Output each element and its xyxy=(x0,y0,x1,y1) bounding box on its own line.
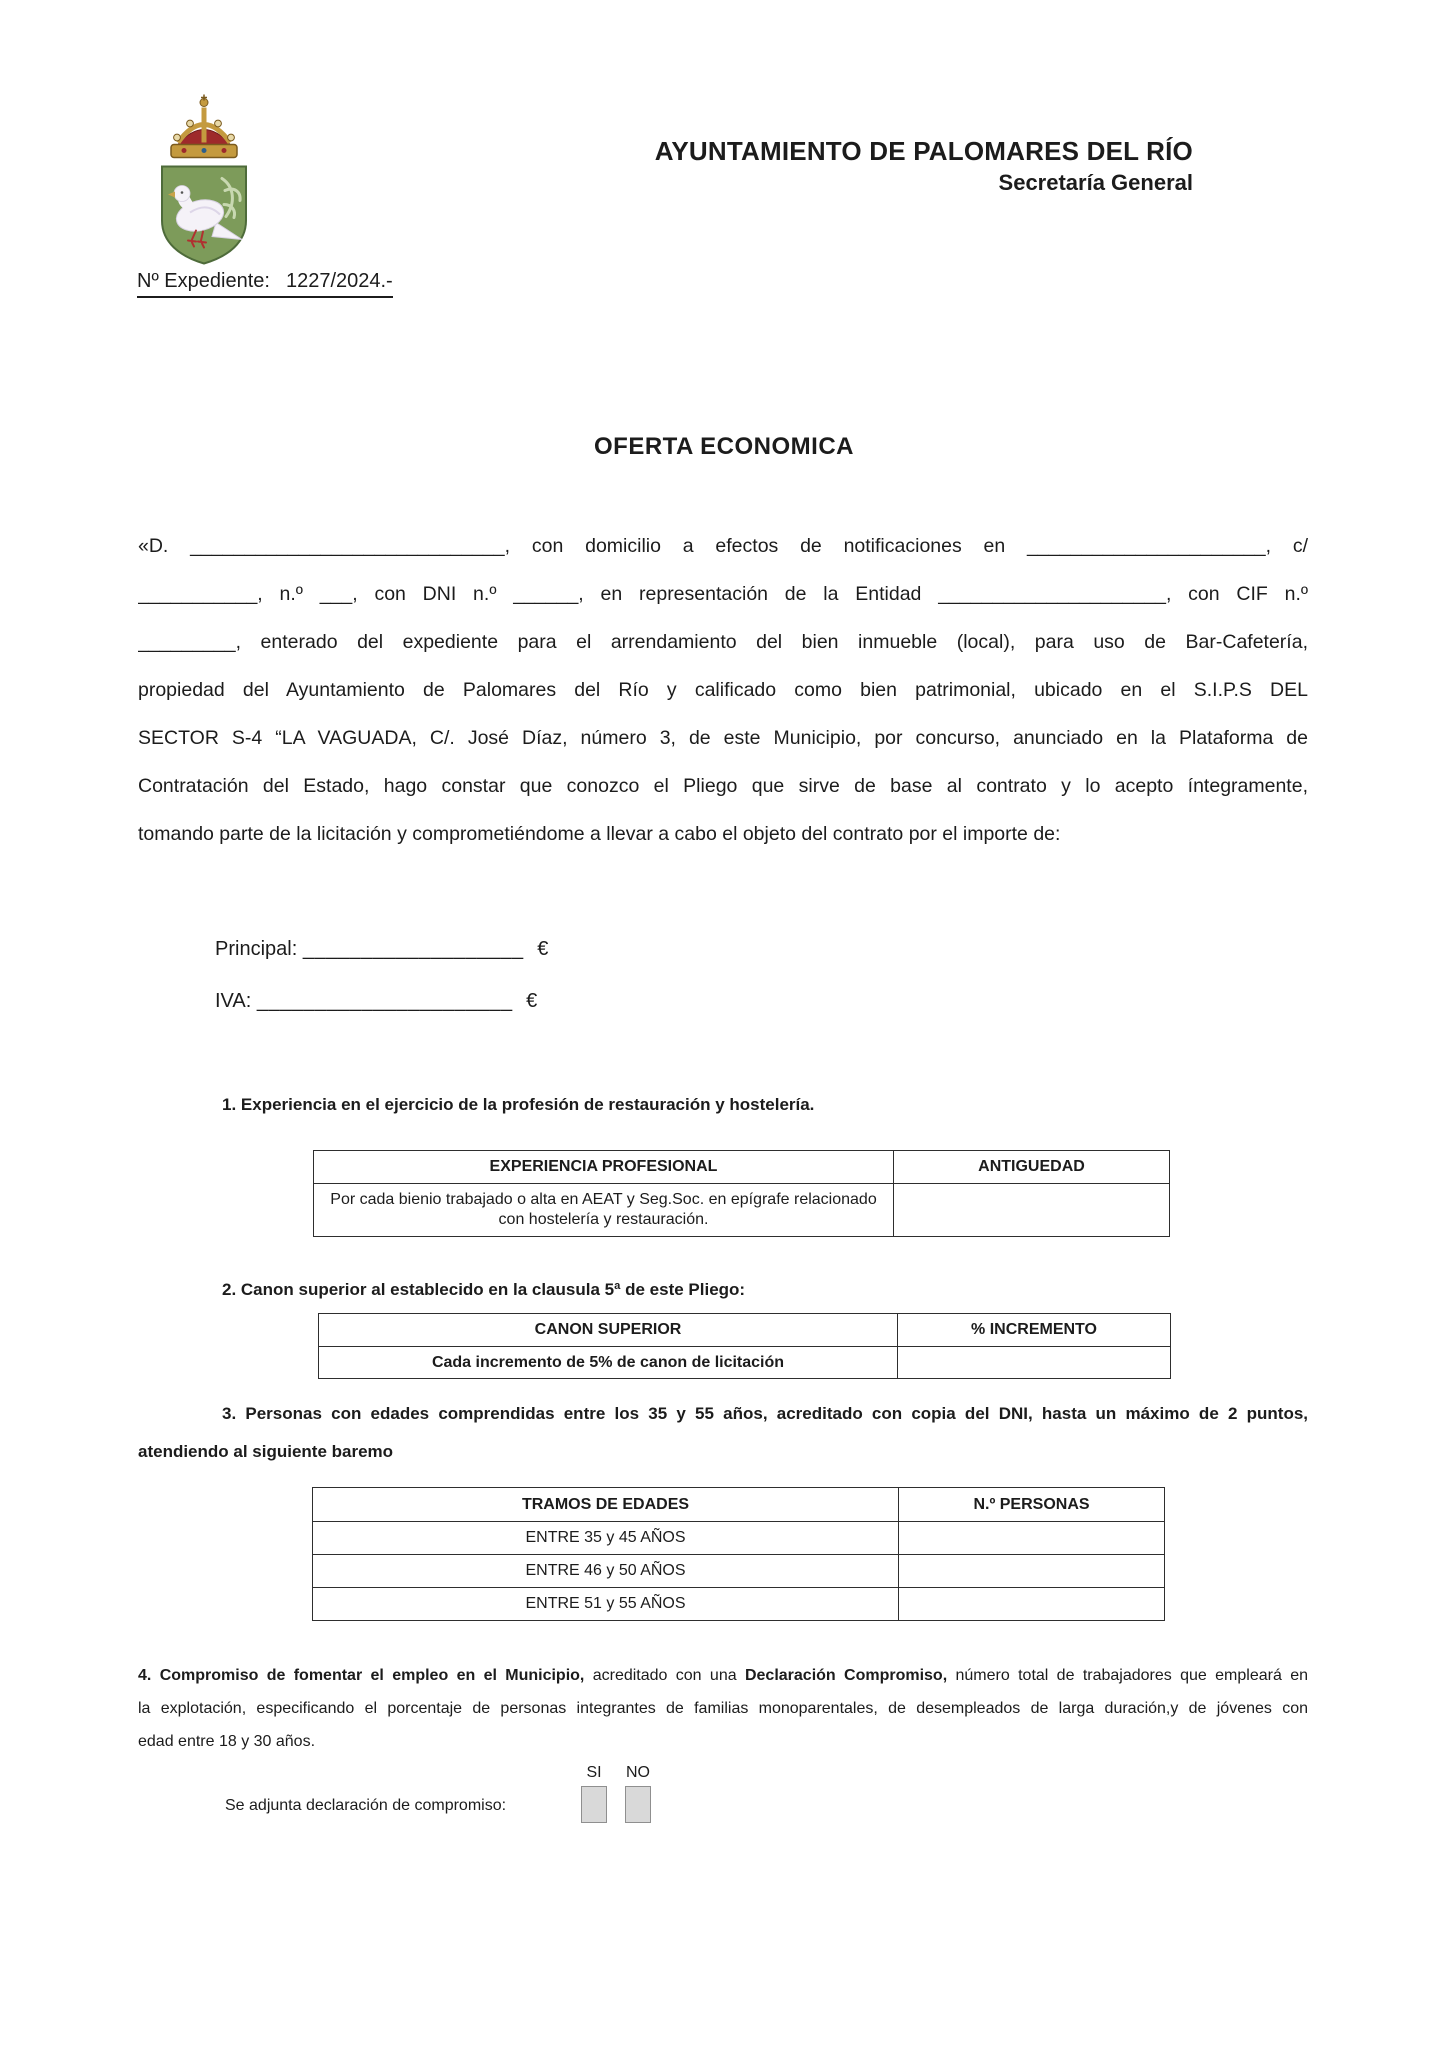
no-label: NO xyxy=(626,1764,650,1781)
intro-line: tomando parte de la licitación y comprometiéndome a llevar a cabo el objeto del contrato por el importe de: xyxy=(138,823,1061,845)
intro-line: «D. _____________________________, con domicilio a efectos de notificaciones en ______________________, c/ xyxy=(138,535,1308,557)
document-title: OFERTA ECONOMICA xyxy=(594,433,854,460)
age-range-cell: ENTRE 46 y 50 AÑOS xyxy=(313,1555,899,1588)
table-row xyxy=(319,1347,1171,1379)
personas-value-cell xyxy=(899,1555,1165,1588)
intro-line: _________, enterado del expediente para el arrendamiento del bien inmueble (local), para uso de Bar-Cafetería, xyxy=(138,631,1308,653)
table-header-row xyxy=(313,1488,1165,1522)
iva-blank-field: ______________________ xyxy=(256,990,513,1012)
intro-line: propiedad del Ayuntamiento de Palomares del Río y calificado como bien patrimonial, ubicado en el S.I.P.S DEL xyxy=(138,679,1308,701)
incremento-col-header: % INCREMENTO xyxy=(898,1314,1171,1347)
table-header-row xyxy=(319,1314,1171,1347)
no-checkbox[interactable] xyxy=(625,1786,651,1823)
experience-table xyxy=(313,1150,1170,1237)
principal-amount-line xyxy=(215,936,548,962)
table-row xyxy=(313,1555,1165,1588)
table-header-row xyxy=(314,1151,1170,1184)
experience-criterion-cell: Por cada bienio trabajado o alta en AEAT y Seg.Soc. en epígrafe relacionado con hostelería y restauración. xyxy=(314,1184,894,1237)
personas-value-cell xyxy=(899,1522,1165,1555)
iva-amount-line xyxy=(215,988,537,1014)
organization-name: AYUNTAMIENTO DE PALOMARES DEL RÍO xyxy=(654,136,1193,166)
table-row xyxy=(313,1522,1165,1555)
expediente-line xyxy=(137,270,393,298)
personas-value-cell xyxy=(899,1588,1165,1621)
euro-sign: € xyxy=(537,938,549,960)
attachment-caption: Se adjunta declaración de compromiso: xyxy=(225,1797,507,1814)
tramos-col-header: TRAMOS DE EDADES xyxy=(313,1488,899,1522)
canon-col-header: CANON SUPERIOR xyxy=(319,1314,898,1347)
incremento-value-cell xyxy=(898,1347,1171,1379)
table-row xyxy=(314,1184,1170,1237)
experience-col-header: EXPERIENCIA PROFESIONAL xyxy=(314,1151,894,1184)
intro-line: ___________, n.º ___, con DNI n.º ______, en representación de la Entidad _____________________, con CIF n.º xyxy=(138,583,1308,605)
organization-subtitle: Secretaría General xyxy=(998,170,1193,195)
expediente-label: Nº Expediente: xyxy=(137,270,270,292)
expediente-value: 1227/2024.- xyxy=(285,270,393,292)
section4-paragraph xyxy=(138,1659,1308,1758)
antiguedad-col-header: ANTIGUEDAD xyxy=(894,1151,1170,1184)
section1-heading: 1. Experiencia en el ejercicio de la profesión de restauración y hostelería. xyxy=(222,1095,815,1114)
principal-label: Principal: xyxy=(215,938,298,960)
table-row xyxy=(313,1588,1165,1621)
section4-line: la explotación, especificando el porcentaje de personas integrantes de familias monoparentales, de desempleados de larga duración,y de jóvenes con xyxy=(138,1700,1308,1717)
age-range-cell: ENTRE 51 y 55 AÑOS xyxy=(313,1588,899,1621)
crown-icon xyxy=(171,95,237,158)
personas-col-header: N.º PERSONAS xyxy=(899,1488,1165,1522)
iva-label: IVA: xyxy=(215,990,252,1012)
si-checkbox[interactable] xyxy=(581,1786,607,1823)
si-label: SI xyxy=(586,1764,602,1781)
municipal-coat-of-arms xyxy=(148,92,260,268)
principal-blank-field: ___________________ xyxy=(302,938,524,960)
intro-line: Contratación del Estado, hago constar que conozco el Pliego que sirve de base al contrato y lo acepto íntegramente, xyxy=(138,775,1308,797)
section4-line: 4. Compromiso de fomentar el empleo en el Municipio, acreditado con una Declaración Compromiso, número total de trabajadores que empleará en xyxy=(138,1667,1308,1684)
intro-paragraph xyxy=(138,522,1308,858)
letterhead xyxy=(493,134,1193,198)
section3-heading-line1: 3. Personas con edades comprendidas entre los 35 y 55 años, acreditado con copia del DNI, hasta un máximo de 2 puntos, xyxy=(222,1404,1308,1423)
section2-heading: 2. Canon superior al establecido en la clausula 5ª de este Pliego: xyxy=(222,1280,746,1299)
euro-sign: € xyxy=(526,990,538,1012)
age-ranges-table xyxy=(312,1487,1165,1621)
canon-table xyxy=(318,1313,1171,1379)
age-range-cell: ENTRE 35 y 45 AÑOS xyxy=(313,1522,899,1555)
canon-criterion-cell: Cada incremento de 5% de canon de licitación xyxy=(319,1347,898,1379)
intro-line: SECTOR S-4 “LA VAGUADA, C/. José Díaz, número 3, de este Municipio, por concurso, anunciado en la Plataforma de xyxy=(138,727,1308,749)
section3-heading-line2: atendiendo al siguiente baremo xyxy=(138,1442,394,1461)
section4-line: edad entre 18 y 30 años. xyxy=(138,1733,316,1750)
antiguedad-value-cell xyxy=(894,1184,1170,1237)
